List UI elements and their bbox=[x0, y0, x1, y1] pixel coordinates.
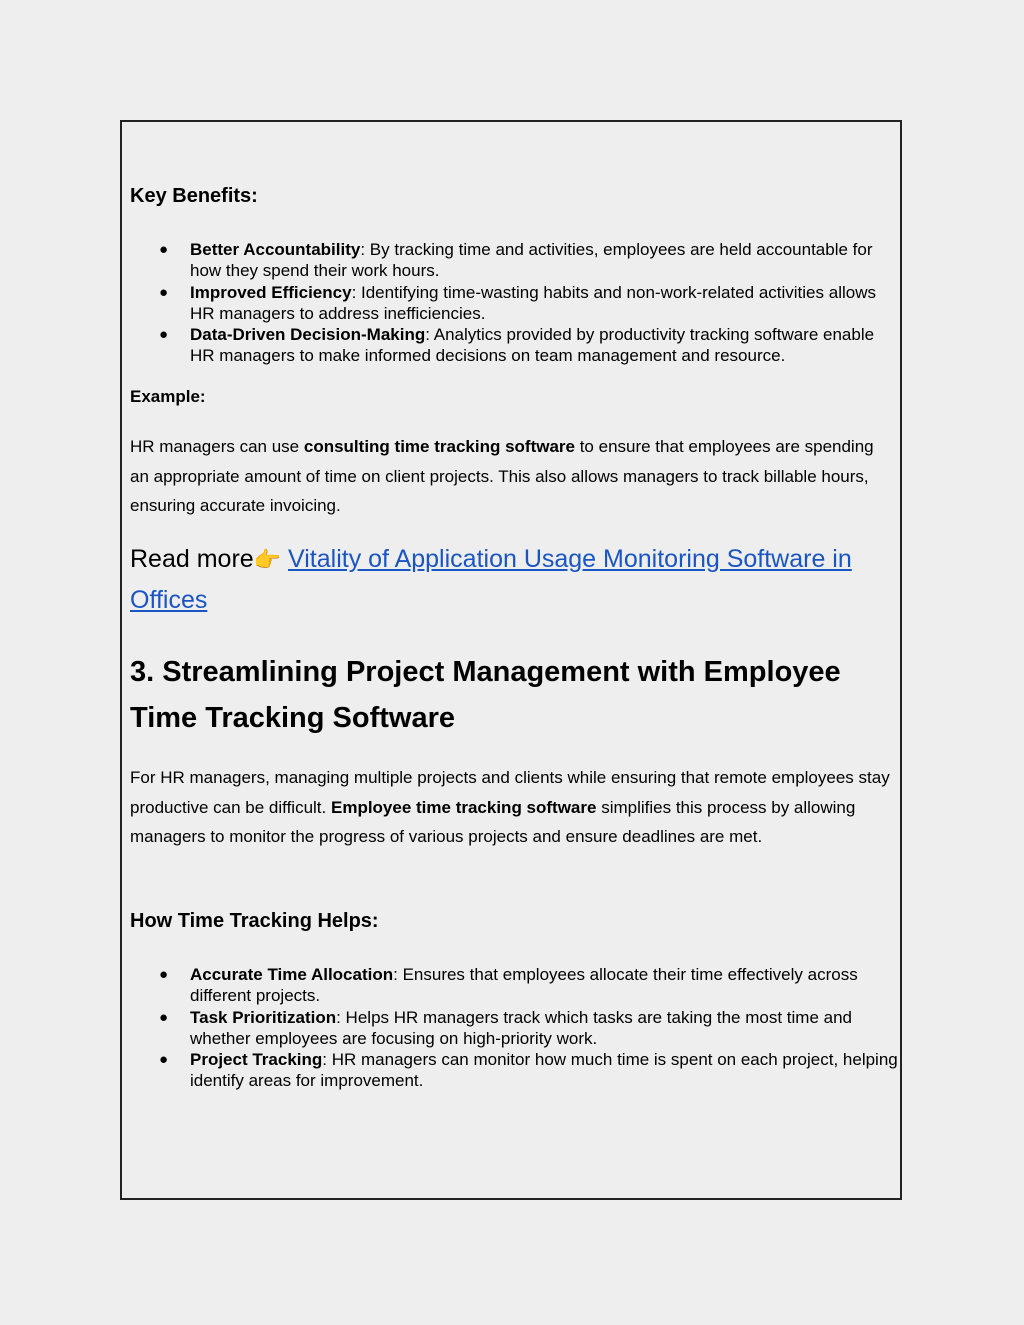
list-item bbox=[130, 1007, 900, 1050]
section-3-text-bold: Employee time tracking software bbox=[330, 797, 597, 817]
example-text-post: to ensure that employees are spending an appropriate amount of time on client projects. This also allows managers to track billable hours, ensuring accurate invoicing. bbox=[130, 437, 874, 515]
example-heading: Example: bbox=[130, 387, 206, 406]
list-item-title: Project Tracking bbox=[190, 1050, 323, 1070]
section-3-text-pre: For HR managers, managing multiple projects and clients while ensuring that remote employees stay productive can be difficult. bbox=[130, 768, 890, 817]
bullet-icon: ● bbox=[159, 326, 169, 344]
bullet-icon: ● bbox=[159, 1008, 169, 1026]
list-item-title: Better Accountability bbox=[190, 240, 361, 259]
list-item-text: : Identifying time-wasting habits and non-work-related activities allows HR managers to address inefficiencies. bbox=[190, 282, 876, 323]
list-item-title: Task Prioritization bbox=[190, 1007, 337, 1027]
list-item-title: Data-Driven Decision-Making bbox=[190, 325, 426, 345]
section-3-paragraph bbox=[130, 763, 895, 852]
bullet-icon: ● bbox=[159, 1051, 169, 1069]
list-item-text: : Ensures that employees allocate their time effectively across different projects. bbox=[190, 965, 858, 1006]
how-helps-heading: How Time Tracking Helps: bbox=[130, 910, 379, 932]
list-item bbox=[130, 1049, 900, 1092]
list-item bbox=[130, 964, 900, 1007]
list-item-text: : Helps HR managers track which tasks are taking the most time and whether employees are focusing on high-priority work. bbox=[190, 1007, 852, 1048]
list-item bbox=[130, 324, 900, 367]
bullet-icon: ● bbox=[159, 283, 169, 301]
bullet-icon: ● bbox=[159, 241, 169, 258]
list-item bbox=[130, 239, 900, 282]
key-benefits-heading: Key Benefits: bbox=[130, 185, 258, 207]
how-helps-list bbox=[130, 964, 900, 1092]
read-more-label: Read more bbox=[130, 545, 254, 573]
list-item-title: Improved Efficiency bbox=[190, 282, 352, 302]
bullet-icon: ● bbox=[159, 966, 169, 983]
example-text-bold: consulting time tracking software bbox=[303, 437, 575, 456]
list-item bbox=[130, 282, 900, 325]
list-item-title: Accurate Time Allocation bbox=[190, 965, 394, 984]
example-text-pre: HR managers can use bbox=[130, 437, 304, 456]
list-item-text: : Analytics provided by productivity tracking software enable HR managers to make informed decisions on team management and resource. bbox=[190, 325, 875, 366]
read-more-link[interactable]: Vitality of Application Usage Monitoring Software in Offices bbox=[130, 545, 852, 614]
key-benefits-list bbox=[130, 239, 900, 367]
read-more bbox=[130, 539, 890, 620]
section-3-heading: 3. Streamlining Project Management with Employee Time Tracking Software bbox=[130, 656, 841, 734]
section-3-text-post: simplifies this process by allowing managers to monitor the progress of various projects and ensure deadlines are met. bbox=[130, 797, 856, 846]
list-item-text: : By tracking time and activities, employees are held accountable for how they spend their work hours. bbox=[190, 240, 873, 281]
pointing-hand-icon: 👉 bbox=[253, 547, 282, 572]
example-paragraph bbox=[130, 432, 895, 521]
list-item-text: : HR managers can monitor how much time is spent on each project, helping identify areas for improvement. bbox=[190, 1050, 898, 1091]
